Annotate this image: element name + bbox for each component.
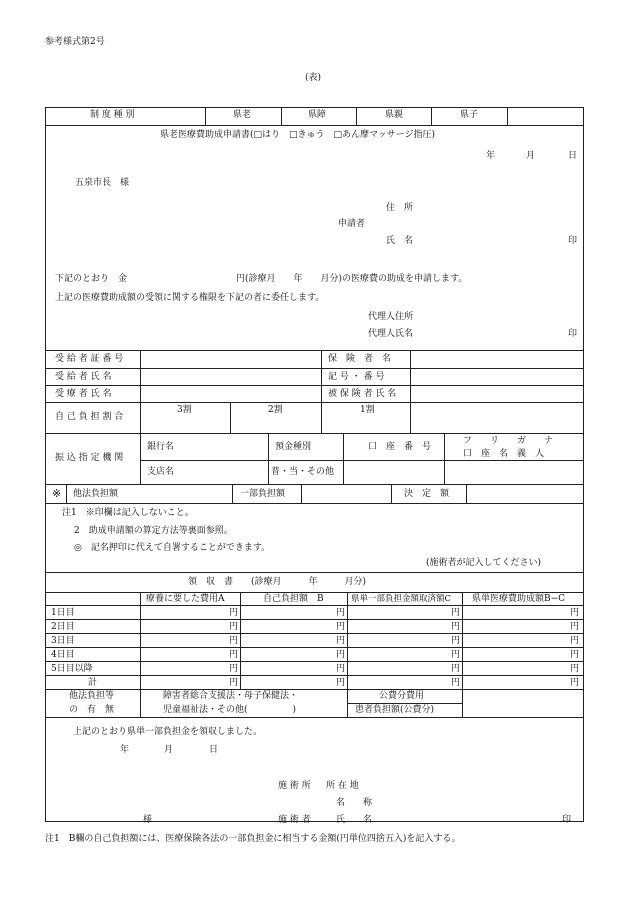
divider [140, 460, 584, 461]
yen-unit: 円 [229, 608, 239, 618]
divider [321, 402, 322, 433]
law-list-2: 児童福祉法・その他( ) [163, 705, 297, 715]
divider [66, 484, 67, 503]
facility-label: 施 術 所 [278, 781, 311, 791]
row-label-total: 計 [88, 678, 98, 688]
divider [205, 107, 206, 125]
col-header-a: 療養に要した費用A [146, 594, 225, 604]
yen-unit: 円 [336, 664, 346, 674]
divider [268, 433, 269, 484]
deposit-type-label: 預金種別 [275, 442, 312, 452]
public-cost-label: 公費分費用 [379, 691, 425, 701]
side-label: (表) [305, 73, 322, 83]
divider [45, 592, 584, 593]
yen-unit: 円 [570, 622, 580, 632]
divider [140, 350, 141, 484]
asterisk-mark: ※ [52, 487, 62, 500]
practitioner-note: (施術者が記入してください) [426, 558, 542, 568]
amount-line-a: 下記のとおり 金 [55, 274, 128, 284]
divider [45, 433, 584, 434]
yen-unit: 円 [570, 650, 580, 660]
date-month: 月 [526, 151, 536, 161]
branch-label: 支店名 [147, 467, 175, 477]
divider [45, 385, 584, 386]
partial-label: 一部負担額 [240, 489, 286, 499]
divider [45, 572, 584, 573]
divider [45, 484, 584, 485]
yen-unit: 円 [229, 678, 239, 688]
divider [45, 689, 584, 690]
row-label: 1日目 [51, 608, 75, 618]
divider [466, 484, 467, 503]
note-2: 2 助成申請額の算定方法等裏面参照。 [74, 526, 233, 536]
yen-unit: 円 [451, 636, 461, 646]
applicant-label: 申請者 [338, 219, 366, 229]
name-label: 氏 名 [386, 236, 414, 246]
divider [45, 661, 584, 662]
yen-unit: 円 [229, 636, 239, 646]
divider [347, 592, 348, 717]
recipient-name-label: 受 給 者 氏 名 [55, 372, 112, 382]
agent-address-label: 代理人住所 [368, 312, 414, 322]
divider [45, 675, 584, 676]
row-label: 4日目 [51, 650, 75, 660]
yen-unit: 円 [451, 650, 461, 660]
practitioner-name-label: 氏 名 [336, 815, 373, 825]
divider [462, 592, 463, 717]
divider [45, 633, 584, 634]
other-law-label: 他法負担額 [73, 489, 119, 499]
location-label: 所 在 地 [326, 781, 359, 791]
yen-unit: 円 [451, 664, 461, 674]
divider [444, 433, 445, 484]
sama-label: 様 [143, 815, 153, 825]
other-burden-label-2: の 有 無 [69, 705, 115, 715]
system-option-oya[interactable]: 県親 [385, 110, 404, 120]
deposit-options[interactable]: 普・当・その他 [271, 467, 335, 477]
received-month: 月 [164, 745, 174, 755]
insured-label: 被 保 険 者 氏 名 [328, 389, 397, 399]
bank-name-label: 銀行名 [147, 442, 175, 452]
divider [281, 107, 282, 125]
divider [410, 402, 411, 433]
divider [240, 592, 241, 689]
copay-3[interactable]: 3割 [177, 405, 192, 415]
date-year: 年 [486, 151, 496, 161]
yen-unit: 円 [570, 678, 580, 688]
facility-name-label: 名 称 [336, 798, 373, 808]
seal-mark: 印 [568, 236, 578, 246]
practitioner-label: 施 術 者 [278, 815, 311, 825]
copay-2[interactable]: 2割 [268, 405, 283, 415]
address-label: 住 所 [386, 203, 414, 213]
divider [230, 402, 231, 433]
decision-label: 決 定 額 [404, 489, 450, 499]
system-option-shou[interactable]: 県障 [308, 110, 327, 120]
account-holder-label: 口 座 名 義 人 [463, 449, 545, 459]
yen-unit: 円 [451, 678, 461, 688]
col-header-bc: 県単医療費助成額B−C [472, 594, 566, 604]
agent-seal-mark: 印 [568, 329, 578, 339]
bank-label: 振 込 指 定 機 関 [55, 453, 124, 463]
receipt-title: 領 収 書 (診療月 年 月分) [188, 577, 367, 587]
divider [391, 484, 392, 503]
date-day: 日 [568, 151, 578, 161]
account-no-label: 口 座 番 号 [368, 442, 432, 452]
delegation-line: 上記の医療費助成額の受領に関する権限を下記の者に委任します。 [55, 293, 325, 303]
divider [45, 619, 584, 620]
yen-unit: 円 [229, 622, 239, 632]
practitioner-seal-mark: 印 [562, 815, 572, 825]
yen-unit: 円 [570, 608, 580, 618]
divider [45, 717, 584, 718]
yen-unit: 円 [229, 650, 239, 660]
yen-unit: 円 [570, 636, 580, 646]
amount-line-b: 円(診療月 年 月分)の医療費の助成を申請します。 [236, 274, 468, 284]
other-burden-label-1: 他法負担等 [69, 691, 115, 701]
law-list-1: 障害者総合支援法・母子保健法・ [163, 691, 299, 701]
insurer-label: 保 険 者 名 [328, 354, 392, 364]
yen-unit: 円 [336, 608, 346, 618]
divider [45, 605, 584, 606]
divider [45, 503, 584, 504]
application-title: 県老医療費助成申請書(□はり □きゅう □あん摩マッサージ指圧) [160, 130, 435, 140]
yen-unit: 円 [336, 622, 346, 632]
furigana-label: フ リ ガ ナ [463, 436, 554, 446]
divider [140, 592, 141, 717]
divider [321, 350, 322, 402]
divider [45, 350, 584, 351]
received-text: 上記のとおり県単一部負担金を領収しました。 [73, 727, 263, 737]
yen-unit: 円 [451, 608, 461, 618]
yen-unit: 円 [336, 678, 346, 688]
row-label: 5日目以降 [51, 664, 93, 674]
yen-unit: 円 [570, 664, 580, 674]
footer-note: 注1 B欄の自己負担額には、医療保険各法の一部負担金に相当する金額(円単位四捨五入)を記入する。 [45, 834, 461, 844]
note-1: 注1 ※印欄は記入しないこと。 [62, 508, 194, 518]
row-label: 3日目 [51, 636, 75, 646]
divider [431, 107, 432, 125]
form-frame [45, 107, 584, 822]
received-day: 日 [209, 745, 219, 755]
system-option-ko[interactable]: 県子 [460, 110, 479, 120]
col-header-c: 県単一部負担金額取済額C [351, 594, 452, 604]
divider [45, 368, 584, 369]
patient-public-label: 患者負担額(公費分) [355, 705, 435, 715]
divider [347, 703, 462, 704]
received-year: 年 [120, 745, 130, 755]
addressee: 五泉市長 様 [75, 178, 130, 188]
divider [507, 107, 508, 125]
col-header-b: 自己負担額 B [263, 594, 324, 604]
yen-unit: 円 [336, 636, 346, 646]
divider [232, 484, 233, 503]
symbol-label: 記 号 ・ 番 号 [328, 372, 385, 382]
yen-unit: 円 [451, 622, 461, 632]
note-3: ◎ 記名押印に代えて自署することができます。 [74, 543, 271, 553]
divider [45, 402, 584, 403]
divider [410, 350, 411, 402]
divider [45, 125, 584, 126]
recipient-no-label: 受 給 者 証 番 号 [55, 354, 124, 364]
system-option-rou[interactable]: 県老 [233, 110, 252, 120]
divider [343, 433, 344, 484]
yen-unit: 円 [229, 664, 239, 674]
agent-name-label: 代理人氏名 [368, 329, 414, 339]
form-number: 参考様式第2号 [45, 37, 105, 47]
yen-unit: 円 [336, 650, 346, 660]
patient-name-label: 受 療 者 氏 名 [55, 389, 112, 399]
row-label: 2日目 [51, 622, 75, 632]
system-label: 制 度 種 別 [90, 110, 135, 120]
divider [45, 647, 584, 648]
divider [356, 107, 357, 125]
copay-label: 自 己 負 担 割 合 [55, 412, 124, 422]
copay-1[interactable]: 1割 [360, 405, 375, 415]
divider [301, 484, 302, 503]
